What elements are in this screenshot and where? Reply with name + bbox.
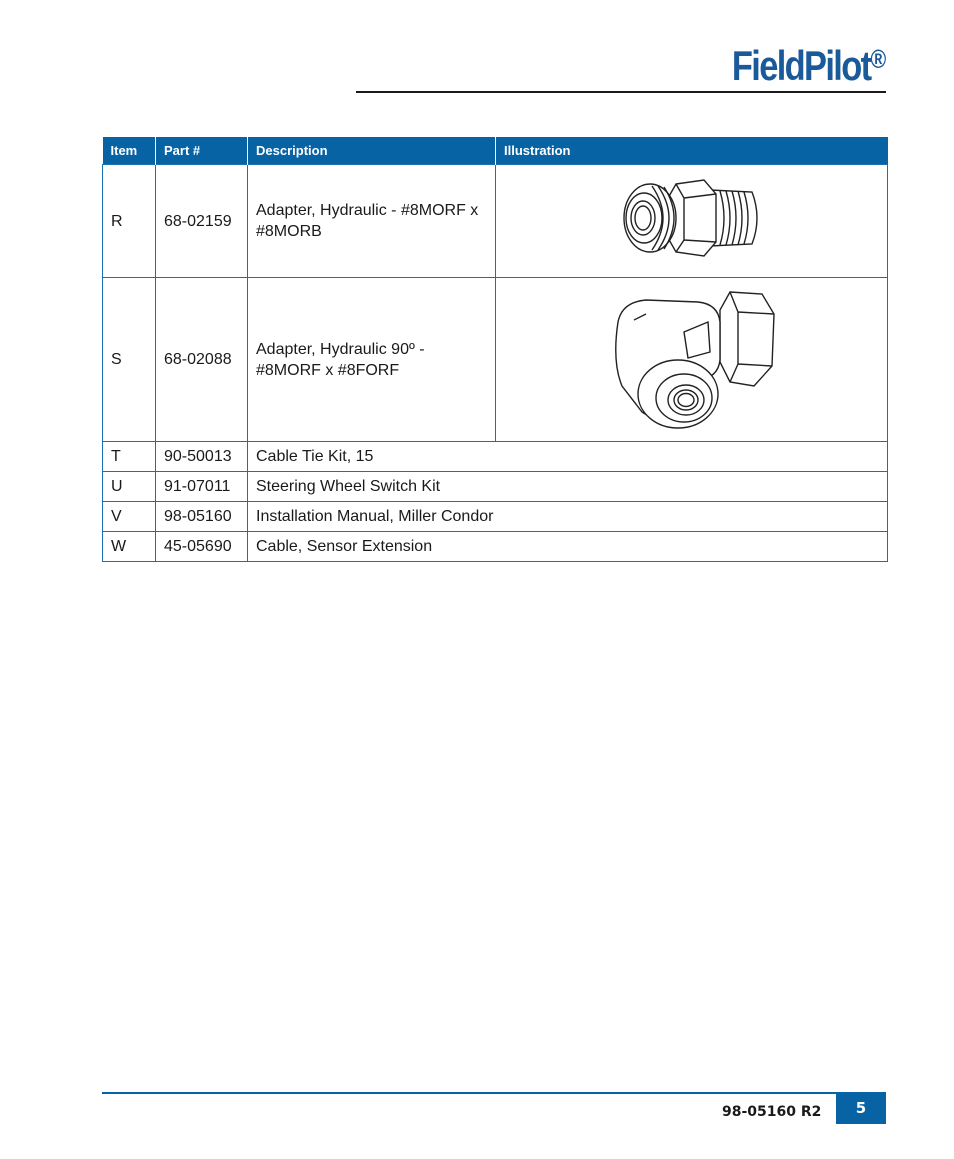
item-cell: R: [103, 165, 156, 278]
item-cell: U: [103, 472, 156, 502]
fieldpilot-logo: FieldPilot®: [731, 42, 886, 89]
item-cell: T: [103, 442, 156, 472]
footer-rule: [102, 1092, 886, 1094]
page-number: 5: [836, 1092, 886, 1124]
document-number: 98-05160 R2: [722, 1104, 822, 1120]
description-cell: Adapter, Hydraulic 90º - #8MORF x #8FORF: [248, 278, 496, 442]
description-cell: Cable, Sensor Extension: [248, 532, 888, 562]
part-number-cell: 68-02088: [156, 278, 248, 442]
description-cell: Installation Manual, Miller Condor: [248, 502, 888, 532]
illustration-cell: [496, 278, 888, 442]
part-number-cell: 98-05160: [156, 502, 248, 532]
description-cell: Steering Wheel Switch Kit: [248, 472, 888, 502]
description-cell: Cable Tie Kit, 15: [248, 442, 888, 472]
part-number-cell: 90-50013: [156, 442, 248, 472]
table-row: [103, 278, 888, 442]
table-row: [103, 472, 888, 502]
header-rule: [356, 91, 886, 93]
item-cell: W: [103, 532, 156, 562]
description-cell: Adapter, Hydraulic - #8MORF x #8MORB: [248, 165, 496, 278]
parts-table: [102, 137, 888, 562]
hydraulic-adapter-straight-icon: [612, 168, 772, 268]
item-cell: V: [103, 502, 156, 532]
part-number-cell: 91-07011: [156, 472, 248, 502]
part-number-cell: 68-02159: [156, 165, 248, 278]
table-row: [103, 165, 888, 278]
item-cell: S: [103, 278, 156, 442]
part-number-cell: 45-05690: [156, 532, 248, 562]
table-row: [103, 532, 888, 562]
hydraulic-adapter-elbow-icon: [602, 282, 782, 432]
column-header-item: Item: [103, 137, 156, 165]
illustration-cell: [496, 165, 888, 278]
table-header-row: [103, 137, 888, 165]
column-header-part: Part #: [156, 137, 248, 165]
table-row: [103, 502, 888, 532]
column-header-description: Description: [248, 137, 496, 165]
table-row: [103, 442, 888, 472]
column-header-illustration: Illustration: [496, 137, 888, 165]
